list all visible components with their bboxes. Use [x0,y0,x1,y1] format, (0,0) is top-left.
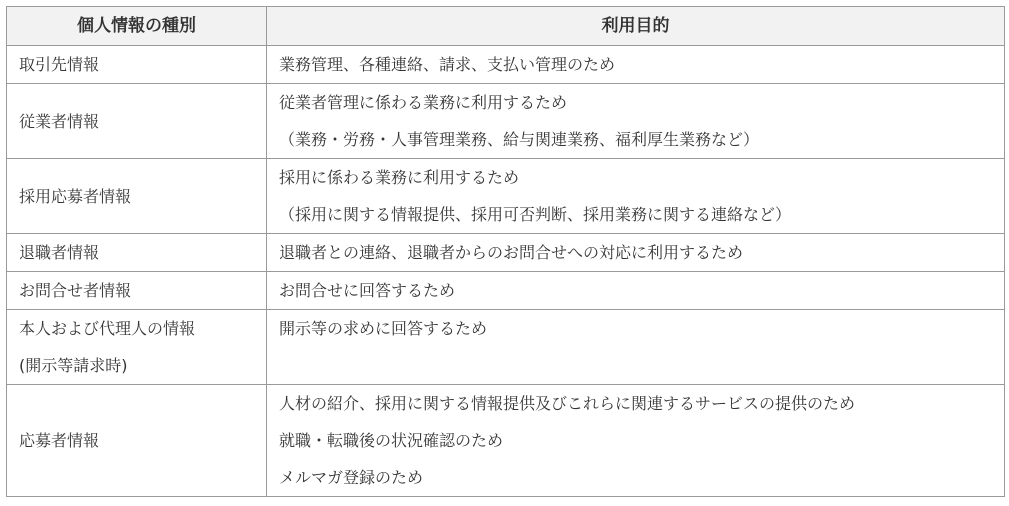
purpose-text: 採用に係わる業務に利用するため [279,168,520,187]
purpose-cell [267,272,1005,310]
header-purpose: 利用目的 [267,7,1005,46]
purpose-text: 人材の紹介、採用に関する情報提供及びこれらに関連するサービスの提供のため [279,394,856,413]
purpose-cell [267,159,1005,234]
table-row [7,272,1005,310]
table-row [7,385,1005,497]
info-type-cell [7,234,267,272]
info-type-text: 応募者情報 [19,431,100,450]
info-type-text: 本人および代理人の情報 [19,319,196,338]
purpose-cell [267,385,1005,497]
info-type-cell [7,46,267,84]
info-type-cell [7,159,267,234]
info-type-cell [7,84,267,159]
info-type-text: 取引先情報 [19,55,100,74]
table-header-row [7,7,1005,46]
table-row [7,234,1005,272]
purpose-cell [267,310,1005,385]
purpose-text: 退職者との連絡、退職者からのお問合せへの対応に利用するため [279,243,744,262]
purpose-text: （採用に関する情報提供、採用可否判断、採用業務に関する連絡など） [279,205,792,224]
table-row [7,84,1005,159]
privacy-purpose-table [6,6,1005,497]
purpose-text: 業務管理、各種連絡、請求、支払い管理のため [279,55,616,74]
purpose-cell [267,46,1005,84]
purpose-text: お問合せに回答するため [279,281,456,300]
purpose-text: （業務・労務・人事管理業務、給与関連業務、福利厚生業務など） [279,130,760,149]
table-row [7,310,1005,385]
info-type-text: 従業者情報 [19,111,100,131]
info-type-note: (開示等請求時) [19,356,128,375]
header-info-type: 個人情報の種別 [7,7,267,46]
table-row [7,46,1005,84]
info-type-cell [7,385,267,497]
purpose-text: メルマガ登録のため [279,468,424,487]
purpose-cell [267,234,1005,272]
purpose-cell [267,84,1005,159]
privacy-purpose-table-container [6,6,1004,497]
purpose-text: 就職・転職後の状況確認のため [279,431,504,450]
info-type-text: お問合せ者情報 [19,281,132,300]
purpose-text: 従業者管理に係わる業務に利用するため [279,93,568,112]
info-type-text: 採用応募者情報 [19,186,132,206]
table-row [7,159,1005,234]
purpose-text: 開示等の求めに回答するため [279,319,488,338]
info-type-text: 退職者情報 [19,243,100,262]
info-type-cell [7,272,267,310]
info-type-cell [7,310,267,385]
